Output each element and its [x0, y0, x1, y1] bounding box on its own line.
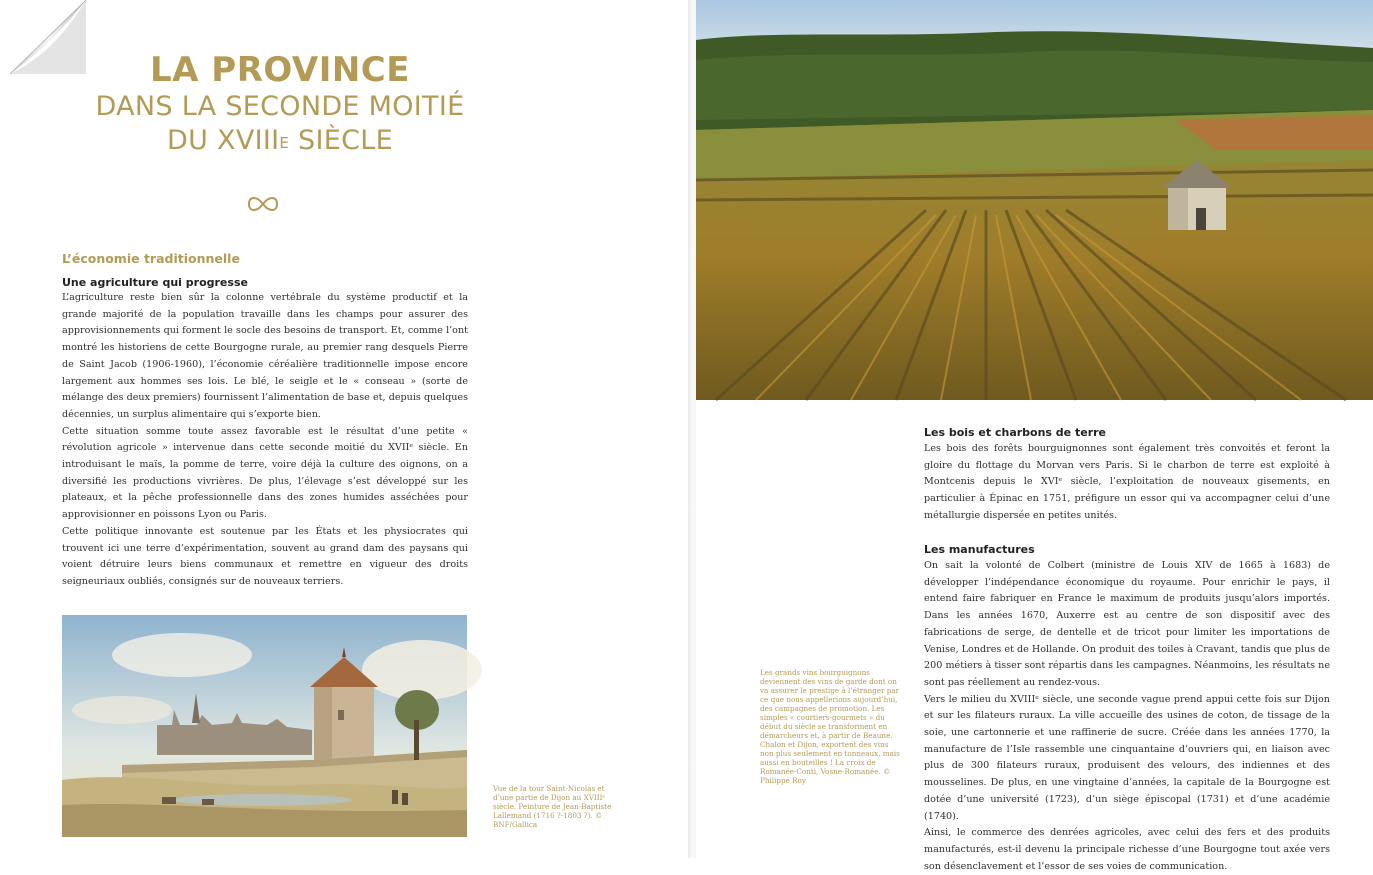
- paragraph: Les bois des forêts bourguignonnes sont également très convoités et feront la gloire du flottage du Morvan vers Paris. Si le charbon de terre est exploité à Montcenis depuis le XVIᵉ siècle, l’exploitation de nouveaux gisements, en particulier à Épinac en 1751, préfigure un essor qui va accompagner celui d’une métallurgie dispersée en petites unités.: [924, 443, 1330, 521]
- left-page: [0, 0, 690, 858]
- agriculture-body: [62, 290, 468, 591]
- chapter-title-line2: DANS LA SECONDE MOITIÉ: [95, 91, 465, 122]
- paragraph: Cette situation somme toute assez favorable est le résultat d’une petite « révolution agricole » intervenue dans cette seconde moitié du XVIIᵉ siècle. En introduisant le maïs, la pomme de terre, voire déjà la culture des oignons, on a diversifié les productions vivrières. De plus, l’élevage s’est développé sur les plateaux, et la pêche professionnelle dans des zones humides asséchées pour approvisionner en poissons Lyon ou Paris.: [62, 425, 468, 521]
- vineyard-photo: [696, 0, 1373, 400]
- dijon-tower-painting: [62, 615, 467, 837]
- section-title-wood-coal: Les bois et charbons de terre: [924, 426, 1107, 439]
- chapter-title-line3: DU $XVIII^E$ SIÈCLE: [167, 125, 393, 156]
- paragraph: On sait la volonté de Colbert (ministre de Louis XIV de 1665 à 1683) de développer l’indépendance économique du royaume. Pour enrichir le pays, il entend faire fabriquer en France le maximum de produits jusqu’alors importés. Dans les années 1670, Auxerre est au centre de son dispositif avec des fabrications de serge, de dentelle et de tricot pour limiter les importations de Venise, Londres et de Hollande. On produit des toiles à Cravant, tandis que plus de 200 métiers à tisser sont répartis dans les campagnes. Néanmoins, les résultats ne sont pas réellement au rendez-vous.: [924, 560, 1330, 688]
- vineyard-caption: Les grands vins bourguignons deviennent des vins de garde dont on va assurer le prestige à l’étranger par ce que nous appellerions aujourd’hui, des campagnes de promotion. Les simples « courtiers-gourmets » du début du siècle se transforment en démarcheurs et, à partir de Beaune, Chalon et Dijon, exportent des vins non plus seulement en tonneaux, mais aussi en bouteilles ! La croix de Romanée-Conti, Vosne-Romanée. © Philippe Roy: [760, 668, 900, 785]
- paragraph: Cette politique innovante est soutenue par les États et les physiocrates qui trouvent ici une terre d’expérimentation, souvent au grand dam des paysans qui voient détruire leurs biens communaux et remettre en vigueur des droits seigneuriaux oubliés, consignés sur de nouveaux terriers.: [62, 525, 468, 587]
- paragraph: Vers le milieu du XVIIIᵉ siècle, une seconde vague prend appui cette fois sur Dijon et sur les filateurs ruraux. La ville accueille des usines de coton, de tissage de la soie, une cartonnerie et une raffinerie de sucre. Créée dans les années 1770, la manufacture de l’Isle rassemble une cinquantaine d’ouvriers qui, en liaison avec plus de 300 filateurs ruraux, produisent des velours, des indiennes et des mousselines. De plus, en une vingtaine d’années, la capitale de la Bourgogne est dotée d’une université (1723), d’un siège épiscopal (1731) et d’une académie (1740).: [924, 693, 1330, 822]
- paragraph: L’agriculture reste bien sûr la colonne vertébrale du système productif et la grande majorité de la population travaille dans les champs pour assurer des approvisionnements qui forment le socle des besoins de transport. Et, comme l’ont montré les historiens de cette Bourgogne rurale, au premier rang desquels Pierre de Saint Jacob (1906-1960), l’économie céréalière traditionnelle impose encore largement aux hommes ses lois. Le blé, le seigle et le « conseau » (sorte de mélange des deux premiers) fournissent l’alimentation de base et, depuis quelques décennies, un surplus alimentaire qui s’exporte bien.: [62, 292, 468, 420]
- section-title-economy: L’économie traditionnelle: [62, 251, 240, 266]
- paragraph: Ainsi, le commerce des denrées agricoles, avec celui des fers et des produits manufacturés, est-il devenu la principale richesse d’une Bourgogne tout axée vers son désenclavement et l’essor de ses voies de communication.: [924, 827, 1330, 872]
- chapter-title: [60, 50, 500, 158]
- chapter-title-main: LA PROVINCE: [149, 50, 410, 90]
- painting-caption: Vue de la tour Saint-Nicolas et d’une partie de Dijon au XVIIIᵉ siècle. Peinture de Jean-Baptiste Lallemand (1716 ?-1803 ?). © BNF/Gallica: [493, 784, 612, 829]
- subsection-title-agriculture: Une agriculture qui progresse: [62, 276, 248, 289]
- right-page: [696, 0, 1373, 872]
- manufactures-body: [924, 558, 1330, 875]
- infinity-ornament-icon: [243, 194, 283, 214]
- section-title-manufactures: Les manufactures: [924, 543, 1035, 556]
- wood-coal-body: [924, 441, 1330, 525]
